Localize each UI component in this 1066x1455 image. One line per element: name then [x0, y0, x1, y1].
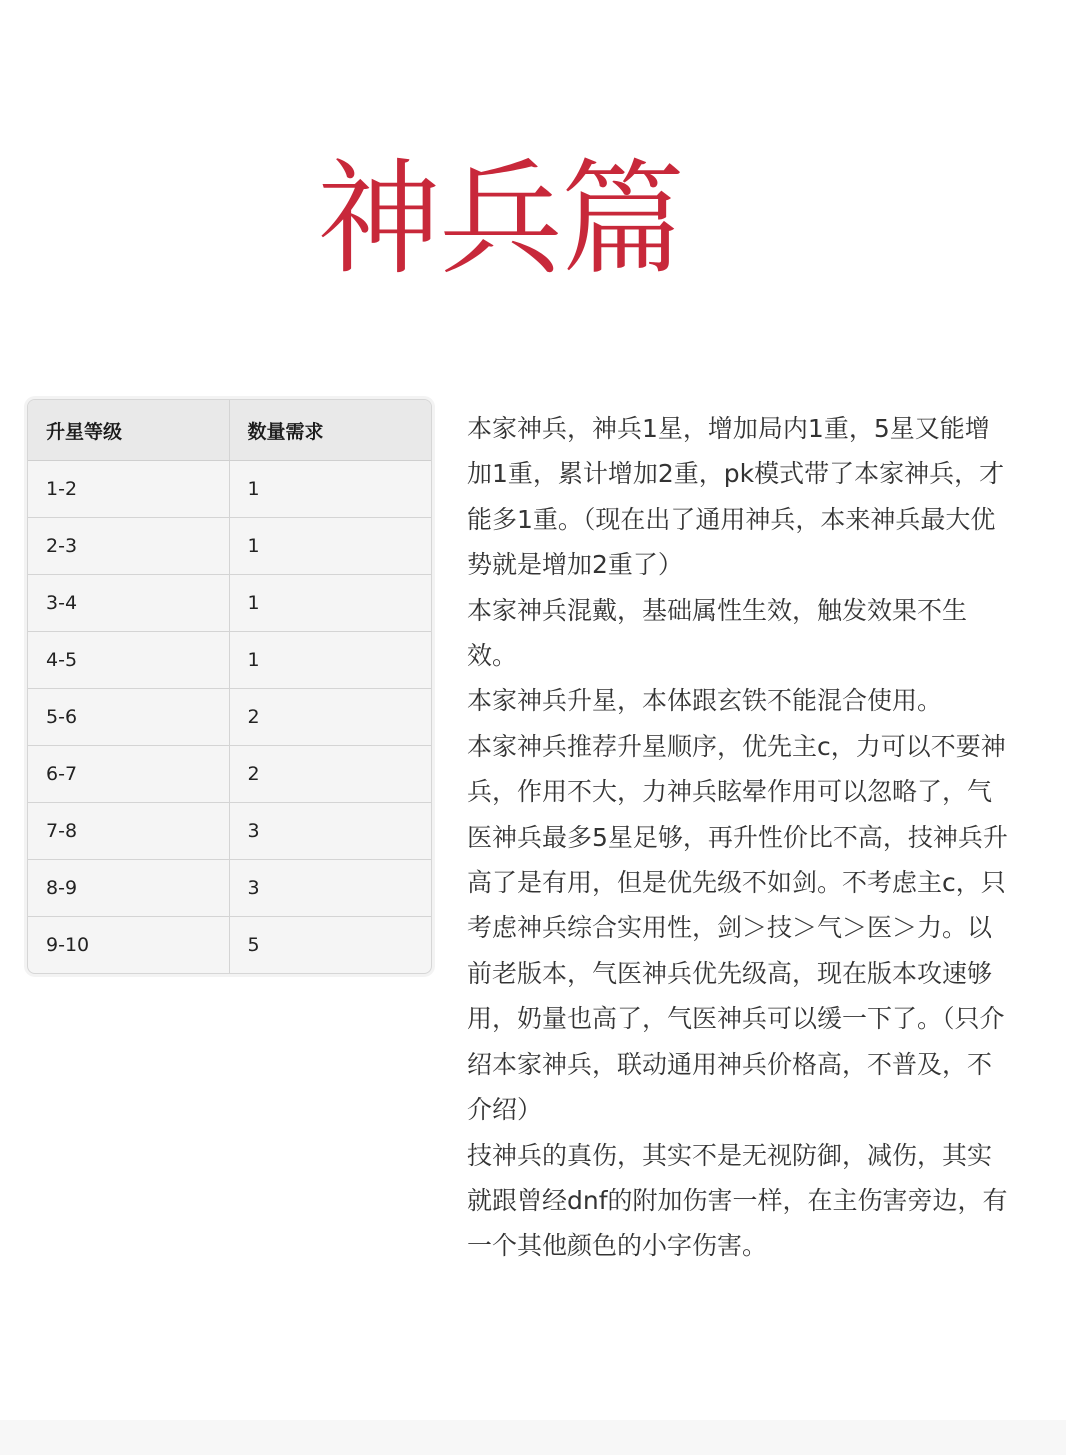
cell-star-level: 3-4 [28, 575, 229, 632]
star-upgrade-table [27, 399, 432, 974]
header-quantity: 数量需求 [229, 400, 431, 461]
cell-star-level: 6-7 [28, 746, 229, 803]
table-row [28, 689, 431, 746]
cell-star-level: 7-8 [28, 803, 229, 860]
cell-quantity: 1 [229, 518, 431, 575]
cell-star-level: 5-6 [28, 689, 229, 746]
table-row [28, 461, 431, 518]
paragraph-upgrade-order: 本家神兵推荐升星顺序，优先主c，力可以不要神兵，作用不大，力神兵眩晕作用可以忽略了，气医神兵最多5星足够，再升性价比不高，技神兵升高了是有用，但是优先级不如剑。不考虑主c，只考虑神兵综合实用性，剑＞技＞气＞医＞力。以前老版本，气医神兵优先级高，现在版本攻速够用，奶量也高了，气医神兵可以缓一下了。（只介绍本家神兵，联动通用神兵价格高，不普及，不介绍） [467, 731, 1008, 1125]
cell-star-level: 1-2 [46, 478, 78, 500]
cell-quantity: 1 [229, 461, 431, 518]
paragraph-mixed-wear: 本家神兵混戴，基础属性生效，触发效果不生效。 [467, 595, 968, 671]
cell-quantity: 3 [229, 860, 431, 917]
cell-quantity: 3 [229, 803, 431, 860]
paragraph-true-damage: 技神兵的真伤，其实不是无视防御，减伤，其实就跟曾经dnf的附加伤害一样，在主伤害旁边，有一个其他颜色的小字伤害。 [467, 1140, 1008, 1261]
cell-star-level: 9-10 [28, 917, 229, 974]
cell-quantity: 2 [229, 746, 431, 803]
table-row [28, 575, 431, 632]
cell-quantity: 1 [229, 575, 431, 632]
paragraph-star-bonus: 本家神兵，神兵1星，增加局内1重，5星又能增加1重，累计增加2重，pk模式带了本家神兵，才能多1重。（现在出了通用神兵，本来神兵最大优势就是增加2重了） [467, 414, 1005, 580]
paragraph-upgrade-materials: 本家神兵升星，本体跟玄铁不能混合使用。 [467, 686, 943, 716]
cell-star-level: 2-3 [28, 518, 229, 575]
table-row [28, 632, 431, 689]
bottom-band [0, 1420, 1066, 1455]
star-table [28, 400, 431, 973]
header-star-level: 升星等级 [28, 400, 229, 461]
cell-quantity: 1 [229, 632, 431, 689]
cell-star-level: 4-5 [28, 632, 229, 689]
table-row [28, 803, 431, 860]
cell-quantity: 2 [229, 689, 431, 746]
table-row [28, 746, 431, 803]
page-title: 神兵篇 [316, 148, 683, 292]
table-row [28, 518, 431, 575]
table-row [28, 860, 431, 917]
cell-star-level: 8-9 [28, 860, 229, 917]
article-body [467, 406, 1012, 1269]
cell-quantity: 5 [229, 917, 431, 974]
table-header-row [28, 400, 431, 461]
table-row [28, 917, 431, 974]
